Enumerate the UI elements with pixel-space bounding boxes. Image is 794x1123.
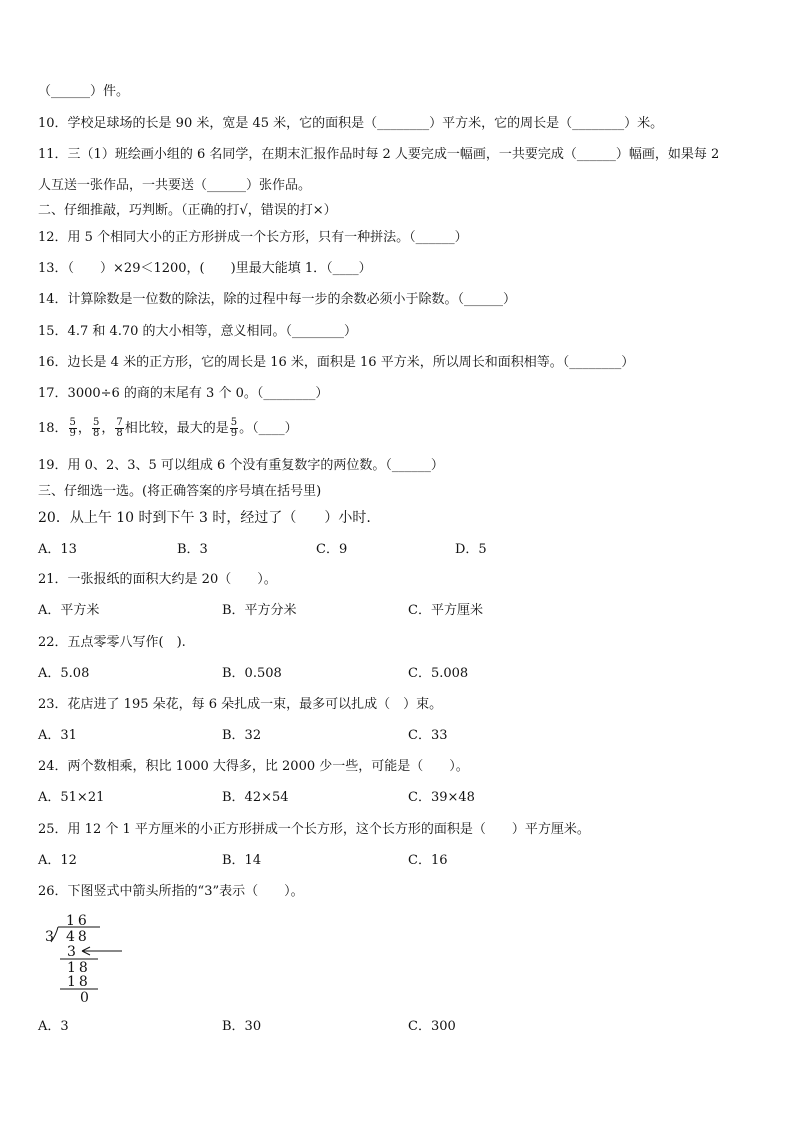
division-quotient: 16 (66, 913, 90, 929)
fraction-1: $\frac{5}{9}$ (69, 417, 76, 439)
separator: ， (101, 421, 115, 436)
question-26: 26．下图竖式中箭头所指的“3”表示（ ）。 (38, 884, 304, 899)
line-top: （______）件。 (38, 84, 130, 99)
question-15: 15．4.7 和 4.70 的大小相等，意义相同。（________） (38, 324, 358, 339)
question-20: 20．从上午 10 时到下午 3 时，经过了（ ）小时. (38, 510, 371, 526)
option-23-b: B．32 (222, 728, 262, 743)
fraction-answer: $\frac{5}{9}$ (230, 417, 238, 439)
option-26-c: C．300 (408, 1019, 456, 1034)
question-10: 10．学校足球场的长是 90 米，宽是 45 米，它的面积是（________）平方米，它的周长是（________）米。 (38, 116, 664, 131)
question-18-suffix: 。（____） (239, 421, 298, 436)
separator: ， (77, 421, 91, 436)
fraction-2: $\frac{5}{8}$ (92, 417, 100, 439)
question-13: 13．（ ）×29＜1200，( )里最大能填 1．（____） (38, 261, 372, 276)
question-11-line1: 11．三（1）班绘画小组的 6 名同学，在期末汇报作品时每 2 人要完成一幅画，一共要完成（______）幅画，如果每 2 (38, 147, 720, 162)
option-26-b: B．30 (222, 1019, 262, 1034)
division-step-3: 3 (67, 944, 76, 960)
option-21-a: A．平方米 (38, 603, 100, 618)
question-11-line2: 人互送一张作品，一共要送（______）张作品。 (38, 178, 312, 193)
question-14: 14．计算除数是一位数的除法，除的过程中每一步的余数必须小于除数。（______） (38, 292, 517, 307)
fraction-3: $\frac{7}{8}$ (116, 417, 123, 439)
question-21: 21．一张报纸的面积大约是 20（ ）。 (38, 572, 277, 587)
option-24-c: C．39×48 (408, 790, 475, 805)
division-dividend: 48 (66, 929, 90, 945)
option-22-b: B．0.508 (222, 666, 282, 681)
option-25-c: C．16 (408, 853, 448, 868)
division-step-18a: 18 (67, 960, 91, 976)
long-division-diagram (38, 910, 138, 1010)
option-21-b: B．平方分米 (222, 603, 297, 618)
option-21-c: C．平方厘米 (408, 603, 483, 618)
option-25-a: A．12 (38, 853, 77, 868)
option-23-c: C．33 (408, 728, 448, 743)
question-18 (38, 416, 298, 442)
question-18-prefix: 18． (38, 421, 68, 436)
question-23: 23．花店进了 195 朵花，每 6 朵扎成一束，最多可以扎成（ ）束。 (38, 697, 443, 712)
question-25: 25．用 12 个 1 平方厘米的小正方形拼成一个长方形，这个长方形的面积是（ ）平方厘米。 (38, 822, 590, 837)
option-20-b: B．3 (177, 542, 208, 557)
option-24-b: B．42×54 (222, 790, 289, 805)
option-22-c: C．5.008 (408, 666, 469, 681)
question-18-mid: 相比较，最大的是 (124, 421, 229, 436)
question-16: 16．边长是 4 米的正方形，它的周长是 16 米，面积是 16 平方米，所以周长和面积相等。（________） (38, 355, 635, 370)
option-20-c: C．9 (316, 542, 348, 557)
question-22: 22．五点零零八写作( ). (38, 635, 186, 650)
division-remainder: 0 (80, 990, 89, 1006)
option-24-a: A．51×21 (38, 790, 105, 805)
question-17: 17．3000÷6 的商的末尾有 3 个 0。（________） (38, 386, 329, 401)
division-step-18b: 18 (67, 974, 91, 990)
option-26-a: A．3 (38, 1019, 69, 1034)
option-20-a: A．13 (38, 542, 77, 557)
question-24: 24．两个数相乘，积比 1000 大得多，比 2000 少一些，可能是（ ）。 (38, 759, 469, 774)
division-divisor: 3 (45, 929, 54, 945)
option-20-d: D．5 (455, 542, 487, 557)
question-19: 19．用 0、2、3、5 可以组成 6 个没有重复数字的两位数。（______） (38, 458, 444, 473)
option-25-b: B．14 (222, 853, 262, 868)
section-2-heading: 二、仔细推敲，巧判断。（正确的打√，错误的打×） (38, 203, 337, 218)
section-3-heading: 三、仔细选一选。(将正确答案的序号填在括号里) (38, 484, 322, 499)
option-22-a: A．5.08 (38, 666, 90, 681)
option-23-a: A．31 (38, 728, 77, 743)
question-12: 12．用 5 个相同大小的正方形拼成一个长方形，只有一种拼法。（______） (38, 230, 468, 245)
